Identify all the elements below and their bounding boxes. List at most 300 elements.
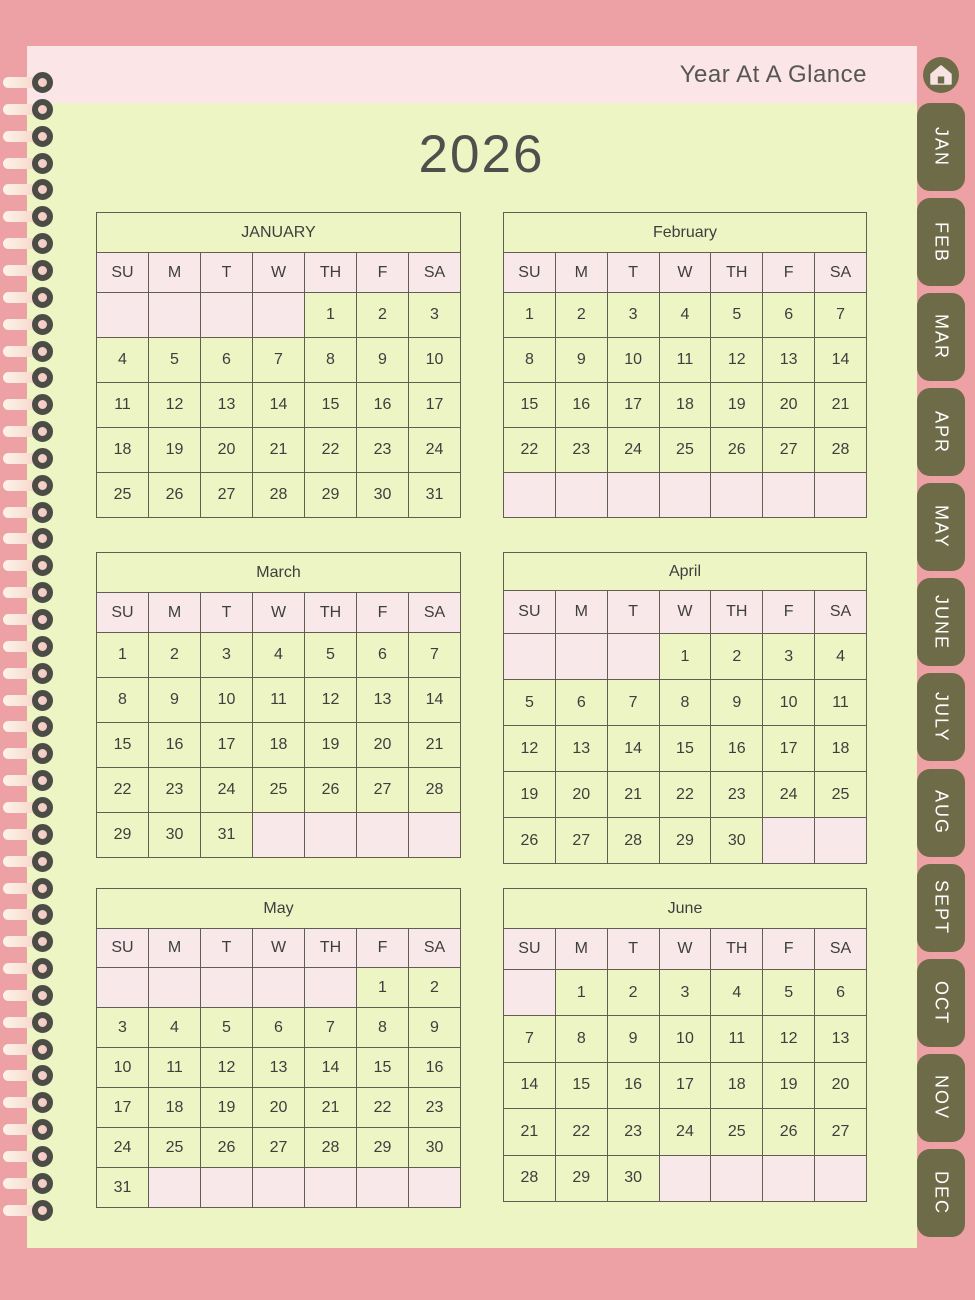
date-cell: 26 — [763, 1109, 815, 1155]
date-cell: 26 — [149, 473, 201, 518]
date-cell: 16 — [357, 383, 409, 428]
date-cell: 23 — [409, 1088, 461, 1128]
tab-apr[interactable] — [917, 388, 965, 476]
date-cell: 4 — [711, 970, 763, 1016]
binder-ring — [0, 126, 60, 148]
date-cell: 27 — [253, 1128, 305, 1168]
ring-loop — [32, 1039, 53, 1060]
date-cell: 28 — [409, 768, 461, 813]
empty-cell — [504, 473, 556, 518]
tab-nov[interactable] — [917, 1054, 965, 1142]
day-header-cell: SA — [815, 929, 867, 970]
binder-ring — [0, 367, 60, 389]
date-cell: 18 — [711, 1062, 763, 1108]
date-cell: 5 — [201, 1008, 253, 1048]
binder-ring — [0, 502, 60, 524]
date-cell: 17 — [607, 383, 659, 428]
date-cell: 21 — [305, 1088, 357, 1128]
ring-loop — [32, 851, 53, 872]
date-cell: 9 — [711, 680, 763, 726]
date-cell: 24 — [763, 772, 815, 818]
date-cell: 15 — [305, 383, 357, 428]
date-cell: 29 — [357, 1128, 409, 1168]
date-cell: 2 — [607, 970, 659, 1016]
date-cell: 3 — [409, 293, 461, 338]
date-cell: 7 — [409, 633, 461, 678]
empty-cell — [253, 1168, 305, 1208]
date-cell: 15 — [97, 723, 149, 768]
empty-cell — [504, 634, 556, 680]
date-cell: 18 — [815, 726, 867, 772]
date-cell: 5 — [763, 970, 815, 1016]
date-cell: 23 — [711, 772, 763, 818]
empty-cell — [253, 813, 305, 858]
tab-dec[interactable] — [917, 1149, 965, 1237]
date-cell: 11 — [711, 1016, 763, 1062]
date-cell: 17 — [409, 383, 461, 428]
binder-ring — [0, 1065, 60, 1087]
date-cell: 1 — [357, 968, 409, 1008]
date-cell: 12 — [201, 1048, 253, 1088]
day-header-cell: T — [201, 929, 253, 968]
binder-ring — [0, 663, 60, 685]
date-cell: 11 — [97, 383, 149, 428]
empty-cell — [201, 1168, 253, 1208]
date-cell: 16 — [711, 726, 763, 772]
day-header-cell: M — [555, 253, 607, 293]
date-cell: 28 — [305, 1128, 357, 1168]
binder-ring — [0, 1200, 60, 1222]
day-header-cell: W — [253, 929, 305, 968]
date-cell: 22 — [555, 1109, 607, 1155]
date-cell: 26 — [504, 818, 556, 864]
date-cell: 28 — [607, 818, 659, 864]
day-header-cell: W — [659, 253, 711, 293]
date-cell: 22 — [659, 772, 711, 818]
tab-label: JULY — [931, 692, 952, 743]
date-cell: 20 — [763, 383, 815, 428]
tab-june[interactable] — [917, 578, 965, 666]
month-title: April — [504, 553, 867, 591]
date-cell: 3 — [97, 1008, 149, 1048]
binder-ring — [0, 1039, 60, 1061]
date-cell: 21 — [504, 1109, 556, 1155]
date-cell: 13 — [253, 1048, 305, 1088]
date-cell: 24 — [201, 768, 253, 813]
ring-loop — [32, 448, 53, 469]
day-header-cell: F — [763, 591, 815, 634]
day-header-cell: F — [763, 253, 815, 293]
date-cell: 16 — [607, 1062, 659, 1108]
page-title: Year At A Glance — [679, 60, 867, 88]
date-cell: 11 — [659, 338, 711, 383]
date-cell: 2 — [409, 968, 461, 1008]
date-cell: 25 — [253, 768, 305, 813]
date-cell: 5 — [149, 338, 201, 383]
tab-label: SEPT — [931, 880, 952, 936]
year-title: 2026 — [418, 125, 545, 184]
date-cell: 10 — [201, 678, 253, 723]
date-cell: 3 — [763, 634, 815, 680]
date-cell: 25 — [149, 1128, 201, 1168]
date-cell: 13 — [815, 1016, 867, 1062]
date-cell: 14 — [409, 678, 461, 723]
date-cell: 4 — [97, 338, 149, 383]
month-title: JANUARY — [97, 213, 461, 253]
tab-label: OCT — [931, 980, 952, 1025]
date-cell: 20 — [815, 1062, 867, 1108]
tab-feb[interactable] — [917, 198, 965, 286]
date-cell: 12 — [711, 338, 763, 383]
date-cell: 22 — [305, 428, 357, 473]
tab-aug[interactable] — [917, 769, 965, 857]
date-cell: 29 — [97, 813, 149, 858]
day-header-cell: TH — [305, 929, 357, 968]
binder-ring — [0, 931, 60, 953]
day-header-cell: F — [357, 929, 409, 968]
date-cell: 19 — [763, 1062, 815, 1108]
date-cell: 30 — [607, 1155, 659, 1201]
ring-loop — [32, 475, 53, 496]
empty-cell — [201, 293, 253, 338]
day-header-cell: F — [357, 253, 409, 293]
binder-ring — [0, 1146, 60, 1168]
date-cell: 31 — [409, 473, 461, 518]
date-cell: 27 — [763, 428, 815, 473]
date-cell: 22 — [504, 428, 556, 473]
ring-loop — [32, 367, 53, 388]
date-cell: 21 — [253, 428, 305, 473]
empty-cell — [305, 813, 357, 858]
ring-loop — [32, 1200, 53, 1221]
day-header-cell: TH — [305, 593, 357, 633]
date-cell: 7 — [815, 293, 867, 338]
binder-ring — [0, 878, 60, 900]
empty-cell — [305, 1168, 357, 1208]
binder-ring — [0, 609, 60, 631]
date-cell: 31 — [201, 813, 253, 858]
day-header-cell: T — [201, 593, 253, 633]
date-cell: 31 — [97, 1168, 149, 1208]
ring-loop — [32, 958, 53, 979]
date-cell: 10 — [607, 338, 659, 383]
day-header-cell: SU — [97, 929, 149, 968]
date-cell: 1 — [305, 293, 357, 338]
date-cell: 27 — [815, 1109, 867, 1155]
empty-cell — [149, 1168, 201, 1208]
date-cell: 7 — [253, 338, 305, 383]
empty-cell — [763, 473, 815, 518]
ring-loop — [32, 878, 53, 899]
ring-loop — [32, 1092, 53, 1113]
binder-ring — [0, 636, 60, 658]
home-icon — [923, 57, 959, 93]
ring-loop — [32, 287, 53, 308]
date-cell: 14 — [253, 383, 305, 428]
binder-ring — [0, 153, 60, 175]
ring-loop — [32, 770, 53, 791]
date-cell: 20 — [555, 772, 607, 818]
empty-cell — [815, 1155, 867, 1201]
binder-ring — [0, 904, 60, 926]
binder-ring — [0, 475, 60, 497]
ring-loop — [32, 1146, 53, 1167]
date-cell: 6 — [201, 338, 253, 383]
binder-ring — [0, 716, 60, 738]
day-header-cell: T — [201, 253, 253, 293]
date-cell: 12 — [149, 383, 201, 428]
day-header-cell: F — [357, 593, 409, 633]
month-title: May — [97, 889, 461, 929]
ring-loop — [32, 99, 53, 120]
date-cell: 23 — [555, 428, 607, 473]
ring-loop — [32, 126, 53, 147]
empty-cell — [357, 1168, 409, 1208]
date-cell: 7 — [305, 1008, 357, 1048]
binder-ring — [0, 314, 60, 336]
day-header-cell: SU — [504, 591, 556, 634]
date-cell: 2 — [149, 633, 201, 678]
date-cell: 29 — [555, 1155, 607, 1201]
date-cell: 4 — [659, 293, 711, 338]
empty-cell — [409, 1168, 461, 1208]
binder-ring — [0, 341, 60, 363]
date-cell: 14 — [305, 1048, 357, 1088]
date-cell: 30 — [409, 1128, 461, 1168]
empty-cell — [815, 818, 867, 864]
date-cell: 13 — [555, 726, 607, 772]
date-cell: 2 — [357, 293, 409, 338]
date-cell: 20 — [253, 1088, 305, 1128]
date-cell: 16 — [409, 1048, 461, 1088]
date-cell: 8 — [504, 338, 556, 383]
date-cell: 30 — [711, 818, 763, 864]
home-button[interactable] — [923, 57, 959, 93]
date-cell: 25 — [97, 473, 149, 518]
date-cell: 9 — [555, 338, 607, 383]
date-cell: 23 — [607, 1109, 659, 1155]
empty-cell — [815, 473, 867, 518]
date-cell: 8 — [555, 1016, 607, 1062]
month-calendar-january — [96, 212, 461, 518]
binder-ring — [0, 985, 60, 1007]
tab-label: JAN — [931, 126, 952, 167]
date-cell: 12 — [504, 726, 556, 772]
date-cell: 23 — [149, 768, 201, 813]
tab-label: JUNE — [931, 594, 952, 650]
date-cell: 5 — [711, 293, 763, 338]
day-header-cell: M — [149, 253, 201, 293]
date-cell: 18 — [149, 1088, 201, 1128]
date-cell: 19 — [711, 383, 763, 428]
binder-ring — [0, 851, 60, 873]
day-header-cell: TH — [305, 253, 357, 293]
date-cell: 9 — [607, 1016, 659, 1062]
tab-oct[interactable] — [917, 959, 965, 1047]
empty-cell — [711, 473, 763, 518]
empty-cell — [305, 968, 357, 1008]
date-cell: 2 — [711, 634, 763, 680]
tab-mar[interactable] — [917, 293, 965, 381]
date-cell: 17 — [763, 726, 815, 772]
ring-loop — [32, 421, 53, 442]
ring-loop — [32, 153, 53, 174]
ring-loop — [32, 985, 53, 1006]
binder-ring — [0, 1012, 60, 1034]
date-cell: 10 — [97, 1048, 149, 1088]
date-cell: 4 — [253, 633, 305, 678]
tab-may[interactable] — [917, 483, 965, 571]
date-cell: 14 — [607, 726, 659, 772]
month-calendar-april — [503, 552, 867, 864]
date-cell: 21 — [607, 772, 659, 818]
tab-jan[interactable] — [917, 103, 965, 191]
month-title: June — [504, 889, 867, 929]
date-cell: 12 — [305, 678, 357, 723]
day-header-cell: M — [555, 591, 607, 634]
day-header-cell: W — [253, 593, 305, 633]
date-cell: 28 — [253, 473, 305, 518]
date-cell: 13 — [763, 338, 815, 383]
binder-ring — [0, 179, 60, 201]
date-cell: 14 — [504, 1062, 556, 1108]
day-header-cell: SU — [504, 929, 556, 970]
tab-label: MAR — [931, 314, 952, 361]
date-cell: 5 — [504, 680, 556, 726]
date-cell: 23 — [357, 428, 409, 473]
date-cell: 8 — [357, 1008, 409, 1048]
empty-cell — [504, 970, 556, 1016]
empty-cell — [253, 968, 305, 1008]
day-header-cell: M — [149, 929, 201, 968]
ring-loop — [32, 1173, 53, 1194]
ring-loop — [32, 582, 53, 603]
date-cell: 26 — [201, 1128, 253, 1168]
date-cell: 1 — [555, 970, 607, 1016]
binder-ring — [0, 421, 60, 443]
date-cell: 15 — [357, 1048, 409, 1088]
date-cell: 24 — [659, 1109, 711, 1155]
ring-loop — [32, 206, 53, 227]
ring-loop — [32, 904, 53, 925]
binder-ring — [0, 233, 60, 255]
binder-ring — [0, 797, 60, 819]
tab-label: APR — [931, 410, 952, 454]
ring-loop — [32, 555, 53, 576]
date-cell: 3 — [659, 970, 711, 1016]
day-header-cell: M — [555, 929, 607, 970]
month-title: February — [504, 213, 867, 253]
date-cell: 29 — [659, 818, 711, 864]
date-cell: 4 — [149, 1008, 201, 1048]
binder-ring — [0, 287, 60, 309]
binder-ring — [0, 958, 60, 980]
ring-loop — [32, 1012, 53, 1033]
date-cell: 6 — [815, 970, 867, 1016]
date-cell: 17 — [201, 723, 253, 768]
day-header-cell: SA — [815, 253, 867, 293]
tab-label: FEB — [931, 221, 952, 263]
binder-ring — [0, 582, 60, 604]
day-header-cell: T — [607, 929, 659, 970]
date-cell: 8 — [659, 680, 711, 726]
date-cell: 19 — [504, 772, 556, 818]
tab-sept[interactable] — [917, 864, 965, 952]
ring-loop — [32, 179, 53, 200]
day-header-cell: SU — [504, 253, 556, 293]
tab-july[interactable] — [917, 673, 965, 761]
empty-cell — [763, 1155, 815, 1201]
empty-cell — [659, 1155, 711, 1201]
date-cell: 30 — [149, 813, 201, 858]
day-header-cell: SA — [815, 591, 867, 634]
ring-loop — [32, 528, 53, 549]
date-cell: 10 — [409, 338, 461, 383]
day-header-cell: TH — [711, 929, 763, 970]
day-header-cell: T — [607, 253, 659, 293]
day-header-cell: M — [149, 593, 201, 633]
ring-loop — [32, 502, 53, 523]
month-calendar-february — [503, 212, 867, 518]
date-cell: 10 — [659, 1016, 711, 1062]
binder-ring — [0, 260, 60, 282]
date-cell: 1 — [504, 293, 556, 338]
empty-cell — [149, 968, 201, 1008]
date-cell: 7 — [504, 1016, 556, 1062]
date-cell: 20 — [357, 723, 409, 768]
date-cell: 3 — [607, 293, 659, 338]
date-cell: 17 — [97, 1088, 149, 1128]
date-cell: 9 — [149, 678, 201, 723]
date-cell: 1 — [659, 634, 711, 680]
date-cell: 27 — [201, 473, 253, 518]
date-cell: 6 — [357, 633, 409, 678]
date-cell: 27 — [555, 818, 607, 864]
date-cell: 6 — [555, 680, 607, 726]
binder-ring — [0, 72, 60, 94]
date-cell: 18 — [253, 723, 305, 768]
empty-cell — [711, 1155, 763, 1201]
tab-label: NOV — [931, 1075, 952, 1121]
date-cell: 9 — [409, 1008, 461, 1048]
date-cell: 29 — [305, 473, 357, 518]
binder-ring — [0, 394, 60, 416]
date-cell: 22 — [97, 768, 149, 813]
date-cell: 8 — [97, 678, 149, 723]
ring-loop — [32, 394, 53, 415]
date-cell: 19 — [201, 1088, 253, 1128]
binder-ring — [0, 743, 60, 765]
empty-cell — [201, 968, 253, 1008]
day-header-cell: SA — [409, 593, 461, 633]
date-cell: 16 — [149, 723, 201, 768]
month-calendar-may — [96, 888, 461, 1208]
date-cell: 26 — [305, 768, 357, 813]
ring-loop — [32, 233, 53, 254]
binder-ring — [0, 1092, 60, 1114]
ring-loop — [32, 1065, 53, 1086]
empty-cell — [607, 473, 659, 518]
date-cell: 28 — [815, 428, 867, 473]
binder-ring — [0, 690, 60, 712]
date-cell: 26 — [711, 428, 763, 473]
ring-loop — [32, 609, 53, 630]
binder-ring — [0, 99, 60, 121]
day-header-cell: SU — [97, 593, 149, 633]
date-cell: 21 — [409, 723, 461, 768]
binder-ring — [0, 206, 60, 228]
date-cell: 19 — [305, 723, 357, 768]
